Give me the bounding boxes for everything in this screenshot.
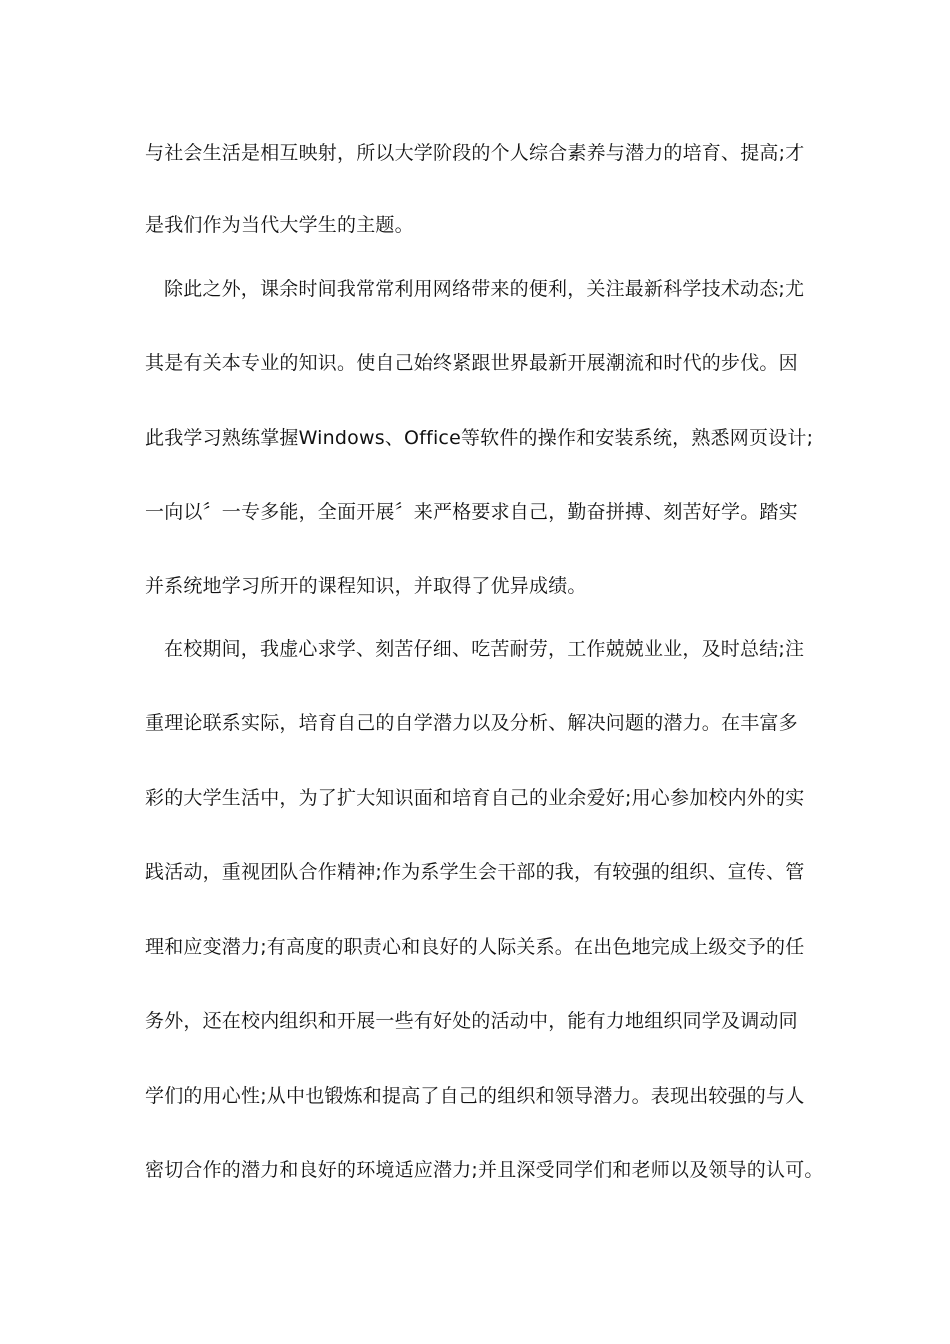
text-line: 密切合作的潜力和良好的环境适应潜力;并且深受同学们和老师以及领导的认可。 xyxy=(145,1159,824,1181)
text-line: 一向以〞一专多能，全面开展〞来严格要求自己，勤奋拼搏、刻苦好学。踏实 xyxy=(145,501,798,523)
text-line: 其是有关本专业的知识。使自己始终紧跟世界最新开展潮流和时代的步伐。因 xyxy=(145,352,798,374)
text-line: 此我学习熟练掌握Windows、Office等软件的操作和安装系统，熟悉网页设计; xyxy=(145,427,814,449)
text-line: 践活动，重视团队合作精神;作为系学生会干部的我，有较强的组织、宣传、管 xyxy=(145,861,805,883)
text-line: 学们的用心性;从中也锻炼和提高了自己的组织和领导潜力。表现出较强的与人 xyxy=(145,1085,805,1107)
text-line: 理和应变潜力;有高度的职责心和良好的人际关系。在出色地完成上级交予的任 xyxy=(145,936,805,958)
text-line: 与社会生活是相互映射，所以大学阶段的个人综合素养与潜力的培育、提高;才 xyxy=(145,142,805,164)
text-line: 并系统地学习所开的课程知识，并取得了优异成绩。 xyxy=(145,575,587,597)
text-line: 务外，还在校内组织和开展一些有好处的活动中，能有力地组织同学及调动同 xyxy=(145,1010,798,1032)
text-line: 是我们作为当代大学生的主题。 xyxy=(145,214,414,236)
text-line: 重理论联系实际，培育自己的自学潜力以及分析、解决问题的潜力。在丰富多 xyxy=(145,712,798,734)
text-line: 彩的大学生活中，为了扩大知识面和培育自己的业余爱好;用心参加校内外的实 xyxy=(145,787,805,809)
paragraph-start-line: 除此之外，课余时间我常常利用网络带来的便利，关注最新科学技术动态;尤 xyxy=(164,278,805,300)
paragraph-start-line: 在校期间，我虚心求学、刻苦仔细、吃苦耐劳，工作兢兢业业，及时总结;注 xyxy=(164,638,805,660)
